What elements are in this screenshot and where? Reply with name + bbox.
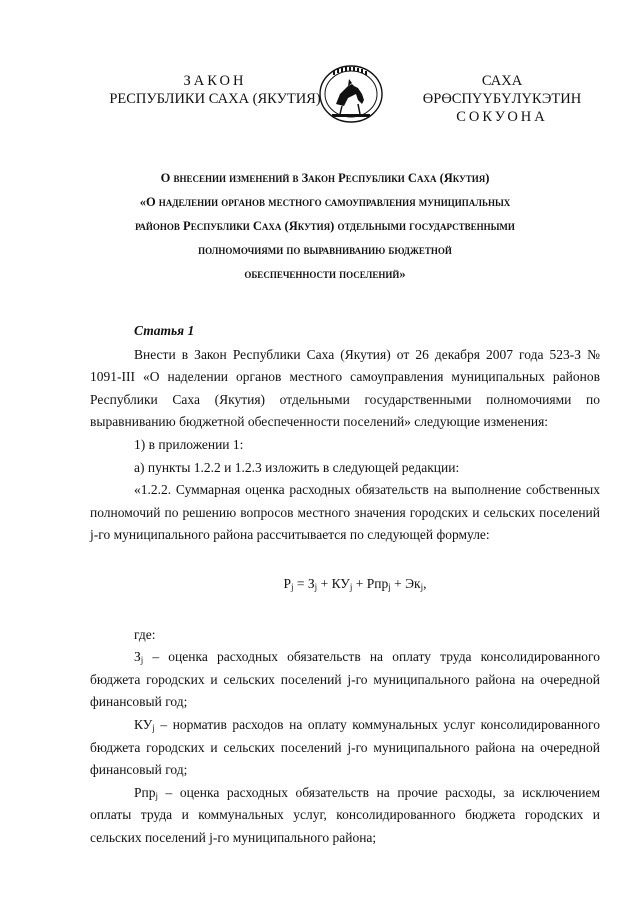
header-right-line1: САХА ӨРӨСПҮҮБҮЛҮКЭТИН xyxy=(422,73,582,107)
paragraph: 1) в приложении 1: xyxy=(134,436,244,452)
header-right xyxy=(402,72,602,126)
formula-subscript: j xyxy=(420,581,424,592)
formula-symbol: КУ xyxy=(331,575,350,591)
where-label: где: xyxy=(134,626,156,642)
title-line: полномочиями по выравниванию бюджетной xyxy=(198,243,452,257)
def-text: – оценка расходных обязательств на оплату труда консолидированного бюджета городских и сельских поселений j-го муниципального района на очередной финансовый год; xyxy=(90,649,600,710)
formula-subscript: j xyxy=(349,581,353,592)
formula-subscript: j xyxy=(314,581,318,592)
law-title xyxy=(110,166,540,286)
formula-symbol: Рпр xyxy=(366,575,389,591)
article-heading: Статья 1 xyxy=(134,323,195,338)
definition-ku xyxy=(90,714,600,782)
coat-of-arms-icon xyxy=(318,64,384,124)
formula-punct: , xyxy=(423,575,427,591)
header-left-line1: ЗАКОН xyxy=(183,73,247,89)
formula-operator: + xyxy=(352,575,367,591)
header-left xyxy=(100,72,330,108)
def-symbol: З xyxy=(134,649,141,665)
formula-operator: + xyxy=(317,575,332,591)
def-text: – норматив расходов на оплату коммунальных услуг консолидированного бюджета городских и сельских поселений j-го муниципального района на очередной финансовый год; xyxy=(90,716,600,778)
title-line: районов Республики Саха (Якутия) отдельными государственными xyxy=(135,219,515,233)
definition-rpr xyxy=(90,782,600,850)
def-text: – оценка расходных обязательств на прочие расходы, за исключением оплаты труда и коммунальных услуг, консолидированного бюджета городских и сельских поселений j-го муниципального района; xyxy=(90,784,600,845)
formula-symbol: Эк xyxy=(405,575,421,591)
def-subscript: j xyxy=(140,655,144,666)
formula-operator: + xyxy=(390,575,406,591)
header-left-line2: РЕСПУБЛИКИ САХА (ЯКУТИЯ) xyxy=(109,91,321,107)
formula-operator: = xyxy=(293,575,308,591)
paragraph: Внести в Закон Республики Саха (Якутия) от 26 декабря 2007 года 523-З № 1091-III «О наделении органов местного самоуправления муниципальных районов Республики Саха (Якутия) отдельными государственными полномочиями по выравниванию бюджетной обеспеченности поселений» следующие изменения: xyxy=(90,346,600,430)
formula xyxy=(90,573,600,596)
def-subscript: j xyxy=(155,790,158,801)
title-line: «О наделении органов местного самоуправления муниципальных xyxy=(139,195,511,209)
paragraph: «1.2.2. Суммарная оценка расходных обязательств на выполнение собственных полномочий по решению вопросов местного значения городских и сельских поселений j-го муниципального района рассчитывается по следующей формуле: xyxy=(90,482,600,543)
formula-subscript: j xyxy=(388,581,391,592)
formula-subscript: j xyxy=(291,581,294,592)
formula-symbol: P xyxy=(283,575,292,591)
def-symbol: Рпр xyxy=(134,784,156,800)
def-subscript: j xyxy=(152,722,155,733)
header-right-line2: СОКУОНА xyxy=(456,109,548,125)
def-symbol: КУ xyxy=(134,716,153,732)
definition-z xyxy=(90,646,600,714)
title-line: обеспеченности поселений» xyxy=(244,267,406,281)
formula-symbol: З xyxy=(307,575,315,591)
title-line: О внесении изменений в Закон Республики Саха (Якутия) xyxy=(160,171,490,185)
law-body xyxy=(90,320,600,849)
paragraph: а) пункты 1.2.2 и 1.2.3 изложить в следующей редакции: xyxy=(134,459,460,475)
